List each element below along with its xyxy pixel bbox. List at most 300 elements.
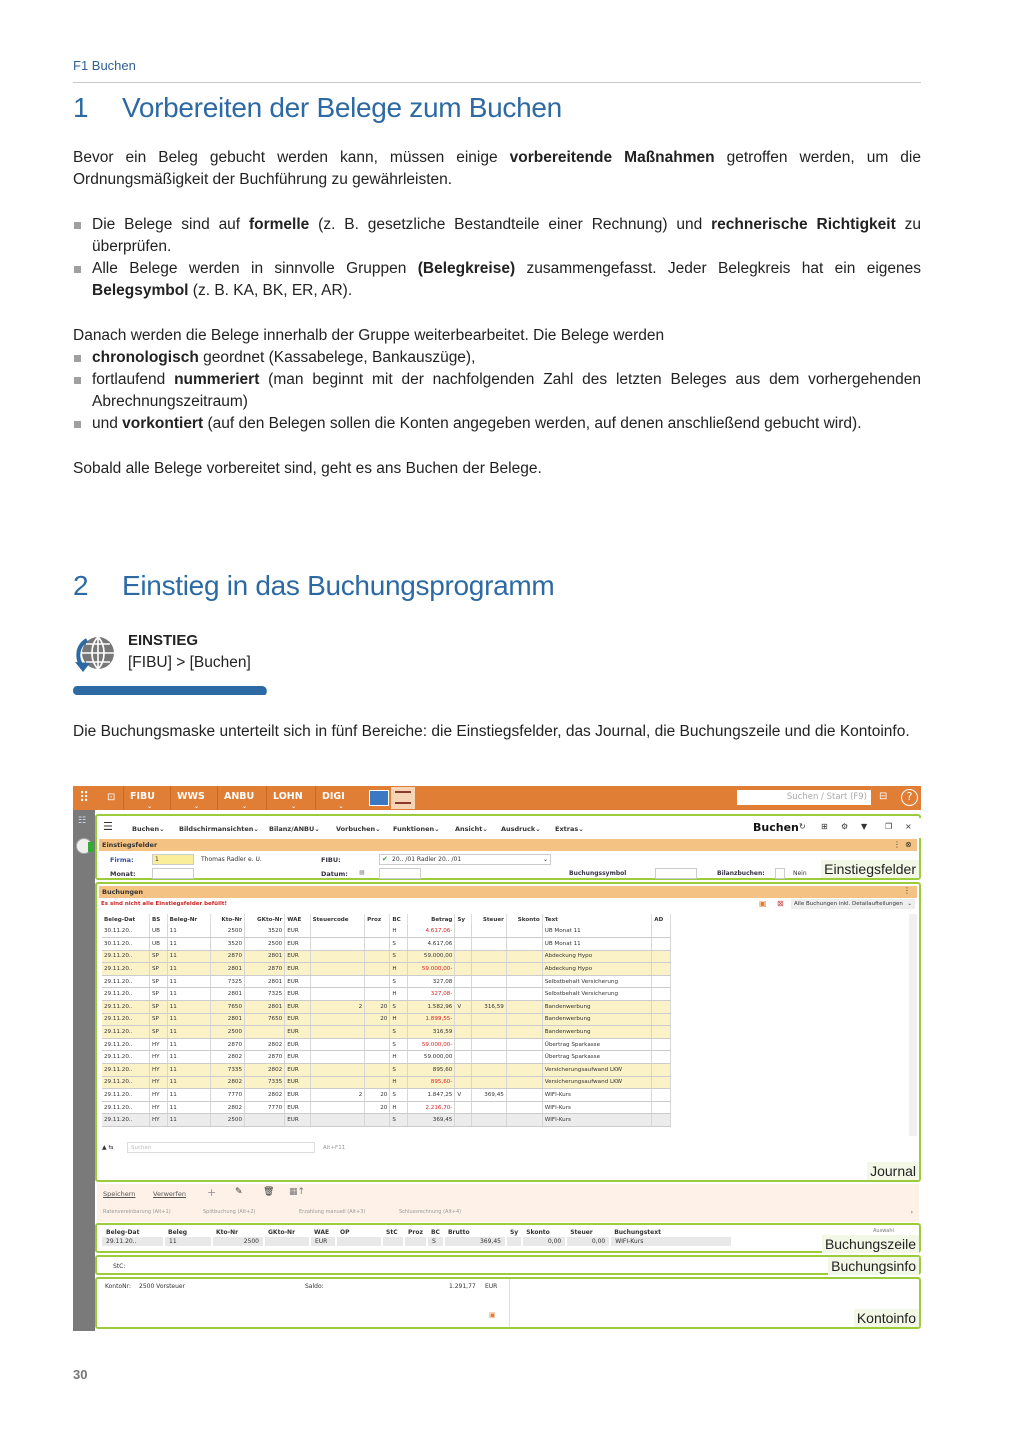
cell-betrag: 2.216,70- [408,1101,455,1114]
cell-text: WIFI-Kurs [542,1101,652,1114]
cell-gkto: 2870 [245,963,285,976]
window-title: Buchen [753,821,799,834]
cell-dat: 29.11.20.. [102,1114,149,1127]
cell-gkto [245,1114,285,1127]
cell-proz [365,1051,390,1064]
cell-dat: 29.11.20.. [102,950,149,963]
cell-kto: 2801 [210,963,244,976]
cell-proz [365,1064,390,1077]
verwerfen-button[interactable]: Verwerfen [153,1190,187,1198]
fibu-select[interactable]: ✔ 20.. /01 Radler 20.. /01 ⌄ [379,854,551,865]
schlussrechnung-button[interactable]: Schlussrechnung (Alt+4) [399,1209,462,1215]
cell-gkto: 2801 [245,1001,285,1014]
cell-stc [310,925,365,938]
cell-stc: 2 [310,1089,365,1102]
table-row[interactable] [102,1001,671,1014]
buchungsinfo-panel [95,1255,921,1275]
cell-wae: EUR [285,975,310,988]
journal-filter-select[interactable]: Alle Buchungen inkl. Detailaufteilungen ⌄ [791,899,915,909]
cell-ad [652,1038,671,1051]
cell-nr: 11 [167,1001,210,1014]
cell-gkto: 2802 [245,1089,285,1102]
cell-bc: H [390,1101,408,1114]
cell-gkto: 7770 [245,1101,285,1114]
cell-proz [365,925,390,938]
cell-wae: EUR [285,1114,310,1127]
cell-ad [652,1001,671,1014]
cell-betrag: 4.617,06- [408,925,455,938]
table-row[interactable] [102,1038,671,1051]
cell-betrag: 1.847,25 [408,1089,455,1102]
buchen-window [95,810,921,1331]
cell-ad [652,1026,671,1039]
cell-ad [652,1076,671,1089]
journal-body [102,925,671,1127]
cell-bc: S [390,1064,408,1077]
cell-skonto [506,950,542,963]
cell-sy [455,1013,472,1026]
table-row[interactable] [102,938,671,951]
cell-skonto [506,988,542,1001]
cell-skonto [506,1051,542,1064]
cell-steuer [472,1101,507,1114]
cell-stc [310,1101,365,1114]
cell-sy [455,975,472,988]
cell-stc [310,938,365,951]
cell-gkto: 2870 [245,1051,285,1064]
table-row[interactable] [102,988,671,1001]
cell-skonto [506,1013,542,1026]
menu-ausdruck[interactable]: Ausdruck⌄ [501,825,541,833]
buchungszeile-table: Beleg-Dat Beleg Kto-Nr GKto-Nr WAE OP StC Proz BC Brutto Sy Skonto Steuer Buchungstext 29.11.20.. 11 2500 EUR S 369,45 0,00 0,00 WIFI-Kurs [102,1227,733,1246]
cell-stc [310,963,365,976]
fibu-label: FIBU: [321,856,341,864]
cell-sy [455,1038,472,1051]
list-item: fortlaufend nummeriert (man beginnt mit der nachfolgenden Zahl des letzten Beleges aus dem vorhergehenden Abrechnungszeitraum) [73,369,921,413]
menu-ansicht[interactable]: Ansicht⌄ [455,825,488,833]
cell-skonto [506,1089,542,1102]
cell-wae: EUR [285,1001,310,1014]
list-item: Die Belege sind auf formelle (z. B. gesetzliche Bestandteile einer Rechnung) und rechnerische Richtigkeit zu überprüfen. [73,214,921,258]
journal-header-row: Beleg-Dat BS Beleg-Nr Kto-Nr GKto-Nr WAE Steuercode Proz BC Betrag Sy Steuer Skonto Text AD [102,914,671,925]
cell-bc: S [390,1114,408,1127]
cell-sy: V [455,1001,472,1014]
cell-bs: SP [149,963,167,976]
saldo-currency: EUR [485,1283,498,1290]
cell-gkto: 2801 [245,975,285,988]
cell-gkto: 7325 [245,988,285,1001]
table-sort-icon[interactable]: ▦↑ [289,1187,306,1197]
cell-text: Übertrag Sparkasse [542,1038,652,1051]
list-item: Alle Belege werden in sinnvolle Gruppen (Belegkreise) zusammengefasst. Jeder Belegkreis hat ein eigenes Belegsymbol (z. B. KA, BK, ER, AR). [73,258,921,302]
cell-bc: H [390,1051,408,1064]
list-item: und vorkontiert (auf den Belegen sollen die Konten angegeben werden, auf denen anschließend gebucht wird). [73,413,921,435]
table-row[interactable] [102,1013,671,1026]
buchungszeile-input-row[interactable]: 29.11.20.. 11 2500 EUR S 369,45 0,00 0,00 WIFI-Kurs [102,1237,732,1246]
cell-nr: 11 [167,1076,210,1089]
cell-steuer [472,925,507,938]
cell-kto: 2500 [210,1026,244,1039]
cell-skonto [506,1026,542,1039]
cell-dat: 29.11.20.. [102,988,149,1001]
cell-text: Bandenwerbung [542,1013,652,1026]
cell-nr: 11 [167,975,210,988]
cell-sy [455,1026,472,1039]
cell-betrag: 895,60- [408,1076,455,1089]
kontoinfo-panel [95,1277,921,1329]
erzaehlung-button[interactable]: Erzahlung manuell (Alt+3) [299,1209,366,1215]
cell-bs: SP [149,988,167,1001]
more-icon[interactable]: ⋮ [893,840,901,849]
ratenvereinbarung-button[interactable]: Ratenvereinbarung (Alt+1) [103,1209,171,1215]
close-icon[interactable]: × [905,822,912,831]
cell-gkto: 2801 [245,950,285,963]
list-item: chronologisch geordnet (Kassabelege, Bankauszüge), [73,347,921,369]
section-1-heading: 1 Vorbereiten der Belege zum Buchen [73,92,562,123]
export-icon[interactable]: ▣ [489,1311,496,1319]
hamburger-icon[interactable]: ☰ [103,820,113,833]
cell-dat: 29.11.20.. [102,1051,149,1064]
cell-kto: 2801 [210,988,244,1001]
cell-bc: H [390,963,408,976]
table-row[interactable] [102,1076,671,1089]
clear-filter-icon[interactable]: ⊠ [777,899,784,908]
filter-icon[interactable]: ▼ [861,822,868,831]
datum-input[interactable] [379,868,421,879]
table-row[interactable] [102,975,671,988]
cell-stc [310,1026,365,1039]
kontonr-value: 2500 Vorsteuer [139,1283,186,1290]
cell-stc [310,1114,365,1127]
processing-list [73,347,921,435]
datum-label: Datum: [321,870,348,878]
cell-stc [310,1076,365,1089]
cell-text: Übertrag Sparkasse [542,1051,652,1064]
cell-kto: 2500 [210,925,244,938]
cell-dat: 29.11.20.. [102,975,149,988]
callout-einstiegsfelder: Einstiegsfelder [821,860,919,878]
cell-wae: EUR [285,938,310,951]
cell-text: Versicherungsaufwand LKW [542,1064,652,1077]
saldo-label: Saldo: [305,1283,324,1290]
cell-bc: H [390,925,408,938]
cell-betrag: 59.000,00- [408,963,455,976]
help-button[interactable]: ? [901,789,918,806]
bilanzbuchen-checkbox[interactable] [775,868,785,879]
cell-ad [652,1101,671,1114]
table-row[interactable] [102,925,671,938]
cell-skonto [506,975,542,988]
check-list [73,214,921,302]
booking-icon[interactable] [391,787,415,809]
menu-extras[interactable]: Extras⌄ [555,825,584,833]
cell-bs: HY [149,1051,167,1064]
cell-nr: 11 [167,1101,210,1114]
tab-fibu[interactable]: FIBU ⌄ [123,786,170,810]
cell-dat: 30.11.20.. [102,925,149,938]
journal-search-input[interactable]: Suchen [127,1142,315,1153]
cell-nr: 11 [167,1026,210,1039]
menu-buchen[interactable]: Buchen⌄ [132,825,165,833]
firma-name: Thomas Radler e. U. [201,856,262,863]
cell-bs: UB [149,925,167,938]
expand-icon[interactable]: ▲ ⇆ [102,1144,114,1151]
cell-skonto [506,963,542,976]
cell-text: UB Monat 11 [542,925,652,938]
cell-ad [652,988,671,1001]
header-divider [73,82,921,83]
callout-kontoinfo: Kontoinfo [854,1309,919,1327]
kontoinfo-divider [509,1279,510,1327]
calendar-icon[interactable]: ▦ [359,869,365,876]
cell-wae: EUR [285,1089,310,1102]
clock-icon[interactable] [76,838,92,854]
cell-dat: 29.11.20.. [102,963,149,976]
cell-bs: SP [149,950,167,963]
cell-bc: H [390,1076,408,1089]
cell-proz: 20 [365,1089,390,1102]
add-icon[interactable]: + [207,1186,217,1199]
table-row[interactable] [102,1114,671,1127]
cell-wae: EUR [285,963,310,976]
menu-funktionen[interactable]: Funktionen⌄ [393,825,440,833]
cell-bc: S [390,1001,408,1014]
cell-wae: EUR [285,1051,310,1064]
cell-text: Bandenwerbung [542,1026,652,1039]
cell-betrag: 59.000,00 [408,950,455,963]
cell-ad [652,1051,671,1064]
restore-icon[interactable]: ❐ [885,822,893,831]
einstiegsfelder-header: Einstiegsfelder [99,839,917,851]
cell-ad [652,963,671,976]
brush-stroke-decoration [72,686,268,695]
export-icon[interactable]: ▣ [759,899,767,908]
table-row[interactable] [102,1026,671,1039]
cell-sy [455,938,472,951]
cell-bs: SP [149,1013,167,1026]
cell-bs: SP [149,1026,167,1039]
splitbuchung-button[interactable]: Splitbuchung (Alt+2) [203,1209,256,1215]
menu-bilanz-anbu[interactable]: Bilanz/ANBU⌄ [269,825,320,833]
table-row[interactable] [102,1089,671,1102]
chevron-right-icon[interactable]: › [910,1209,913,1216]
cell-sy: V [455,1089,472,1102]
cell-bs: HY [149,1101,167,1114]
cell-stc: 2 [310,1001,365,1014]
cell-nr: 11 [167,925,210,938]
refresh-icon[interactable]: ↻ [799,822,806,831]
cell-gkto: 7335 [245,1076,285,1089]
cell-text: WIFI-Kurs [542,1114,652,1127]
cell-wae: EUR [285,925,310,938]
cell-kto: 2802 [210,1101,244,1114]
cell-dat: 29.11.20.. [102,1013,149,1026]
cell-skonto [506,1076,542,1089]
callout-journal: Journal [867,1162,919,1180]
cell-nr: 11 [167,938,210,951]
table-row[interactable] [102,963,671,976]
cell-sy [455,988,472,1001]
edit-pencil-icon[interactable]: ✎ [235,1187,243,1197]
cell-proz [365,1114,390,1127]
cell-kto: 2802 [210,1051,244,1064]
cell-kto: 7770 [210,1089,244,1102]
pin-icon[interactable]: ⊡ [107,792,116,803]
cell-betrag: 59.000,00 [408,1051,455,1064]
cell-sy [455,963,472,976]
cell-kto: 2801 [210,1013,244,1026]
buchen-app-screenshot [73,786,921,1331]
cell-betrag: 1.899,55- [408,1013,455,1026]
bilanzbuchen-value: Nein [793,870,807,877]
cell-sy [455,925,472,938]
cell-stc [310,950,365,963]
cell-skonto [506,1064,542,1077]
collapse-icon[interactable]: ⊗ [905,840,912,849]
section-1-para3: Sobald alle Belege vorbereitet sind, geht es ans Buchen der Belege. [73,460,542,477]
cell-betrag: 59.000,00- [408,1038,455,1051]
structure-icon[interactable]: ⊞ [821,822,828,831]
cell-proz [365,975,390,988]
cell-steuer [472,950,507,963]
buchungssymbol-input[interactable] [655,868,697,879]
tab-digi[interactable]: DIGI ⌄ [315,786,361,810]
tab-wws[interactable]: WWS ⌄ [170,786,217,810]
cell-sy [455,1101,472,1114]
auswahl-label: Auswahl [873,1228,894,1234]
cell-skonto [506,1101,542,1114]
firma-label: Firma: [110,856,134,864]
cell-dat: 29.11.20.. [102,1101,149,1114]
cell-bs: SP [149,1001,167,1014]
cell-bc: H [390,1013,408,1026]
cell-bc: S [390,950,408,963]
kontonr-label: KontoNr: [105,1283,132,1290]
cell-bs: HY [149,1089,167,1102]
cell-proz [365,950,390,963]
menu-vorbuchen[interactable]: Vorbuchen⌄ [336,825,381,833]
cell-bc: S [390,938,408,951]
section-2-heading: 2 Einstieg in das Buchungsprogramm [73,570,555,601]
cell-wae: EUR [285,988,310,1001]
cell-sy [455,1051,472,1064]
table-row[interactable] [102,950,671,963]
cell-betrag: 1.582,96 [408,1001,455,1014]
cell-bs: UB [149,938,167,951]
cell-ad [652,975,671,988]
section-1-intro: Bevor ein Beleg gebucht werden kann, müssen einige vorbereitende Maßnahmen getroffen werden, um die Ordnungsmäßigkeit der Buchführung zu gewährleisten. [73,149,921,188]
section-2-intro: Die Buchungsmaske unterteilt sich in fünf Bereiche: die Einstiegsfelder, das Journal, die Buchungszeile und die Kontoinfo. [73,723,910,740]
cell-skonto [506,1001,542,1014]
monat-label: Monat: [110,870,136,878]
cell-bs: HY [149,1064,167,1077]
cell-text: Bandenwerbung [542,1001,652,1014]
search-shortcut: Alt+F11 [323,1145,346,1151]
cell-dat: 29.11.20.. [102,1026,149,1039]
journal-scrollbar[interactable] [909,914,917,1136]
buchungen-header: Buchungen [99,886,917,898]
app-topbar [73,786,921,810]
cell-nr: 11 [167,1064,210,1077]
cell-steuer [472,963,507,976]
app-sidebar [73,810,95,1331]
delete-trash-icon[interactable]: 🗑 [263,1187,275,1197]
cell-sy [455,1076,472,1089]
cell-proz [365,938,390,951]
cell-wae: EUR [285,1026,310,1039]
table-row[interactable] [102,1051,671,1064]
cell-ad [652,1064,671,1077]
cell-ad [652,1114,671,1127]
cell-ad [652,1013,671,1026]
cell-skonto [506,1038,542,1051]
cell-ad [652,950,671,963]
cell-nr: 11 [167,1038,210,1051]
table-row[interactable] [102,1101,671,1114]
cell-proz [365,1026,390,1039]
global-search-input[interactable]: Suchen / Start (F9) [737,790,871,805]
cell-stc [310,1064,365,1077]
device-icon[interactable]: ⊟ [879,791,888,802]
cell-ad [652,1089,671,1102]
cell-proz [365,1038,390,1051]
cell-bs: HY [149,1114,167,1127]
cell-bc: S [390,1089,408,1102]
cell-text: Abdeckung Hypo [542,950,652,963]
einstieg-box [73,630,273,700]
menu-bildschirmansichten[interactable]: Bildschirmansichten⌄ [179,825,259,833]
settings-icon[interactable]: ⚙ [841,822,849,831]
cell-kto: 7335 [210,1064,244,1077]
cell-steuer [472,1076,507,1089]
einstiegsfelder-panel [95,814,921,880]
tab-lohn[interactable]: LOHN ⌄ [266,786,315,810]
cell-text: Selbstbehalt Versicherung [542,975,652,988]
tree-icon[interactable]: ☷ [78,816,87,826]
cell-betrag: 369,45 [408,1114,455,1127]
cell-wae: EUR [285,950,310,963]
cell-gkto: 2802 [245,1064,285,1077]
screen-icon[interactable] [369,790,389,806]
callout-buchungsinfo: Buchungsinfo [828,1257,919,1275]
cell-betrag: 895,60 [408,1064,455,1077]
cell-stc [310,1038,365,1051]
cell-nr: 11 [167,1089,210,1102]
cell-steuer [472,1026,507,1039]
cell-stc [310,988,365,1001]
cell-steuer [472,1038,507,1051]
cell-kto: 2500 [210,1114,244,1127]
firma-input[interactable]: 1 [152,854,194,865]
table-row[interactable] [102,1064,671,1077]
cell-proz [365,988,390,1001]
cell-skonto [506,1114,542,1127]
buchungszeile-panel [95,1223,921,1253]
einstieg-label: EINSTIEG [128,632,199,649]
speichern-button[interactable]: Speichern [103,1190,136,1198]
section-1-para2: Danach werden die Belege innerhalb der Gruppe weiterbearbeitet. Die Belege werden [73,327,665,344]
journal-table [102,914,671,1127]
cell-bs: HY [149,1076,167,1089]
more-icon[interactable]: ⋮ [903,886,911,895]
monat-input[interactable] [152,868,194,879]
cell-betrag: 4.617,06 [408,938,455,951]
tab-anbu[interactable]: ANBU ⌄ [217,786,266,810]
cell-text: Versicherungsaufwand LKW [542,1076,652,1089]
cell-proz: 20 [365,1013,390,1026]
cell-sy [455,1114,472,1127]
apps-grid-icon[interactable]: ⠿ [79,790,90,806]
